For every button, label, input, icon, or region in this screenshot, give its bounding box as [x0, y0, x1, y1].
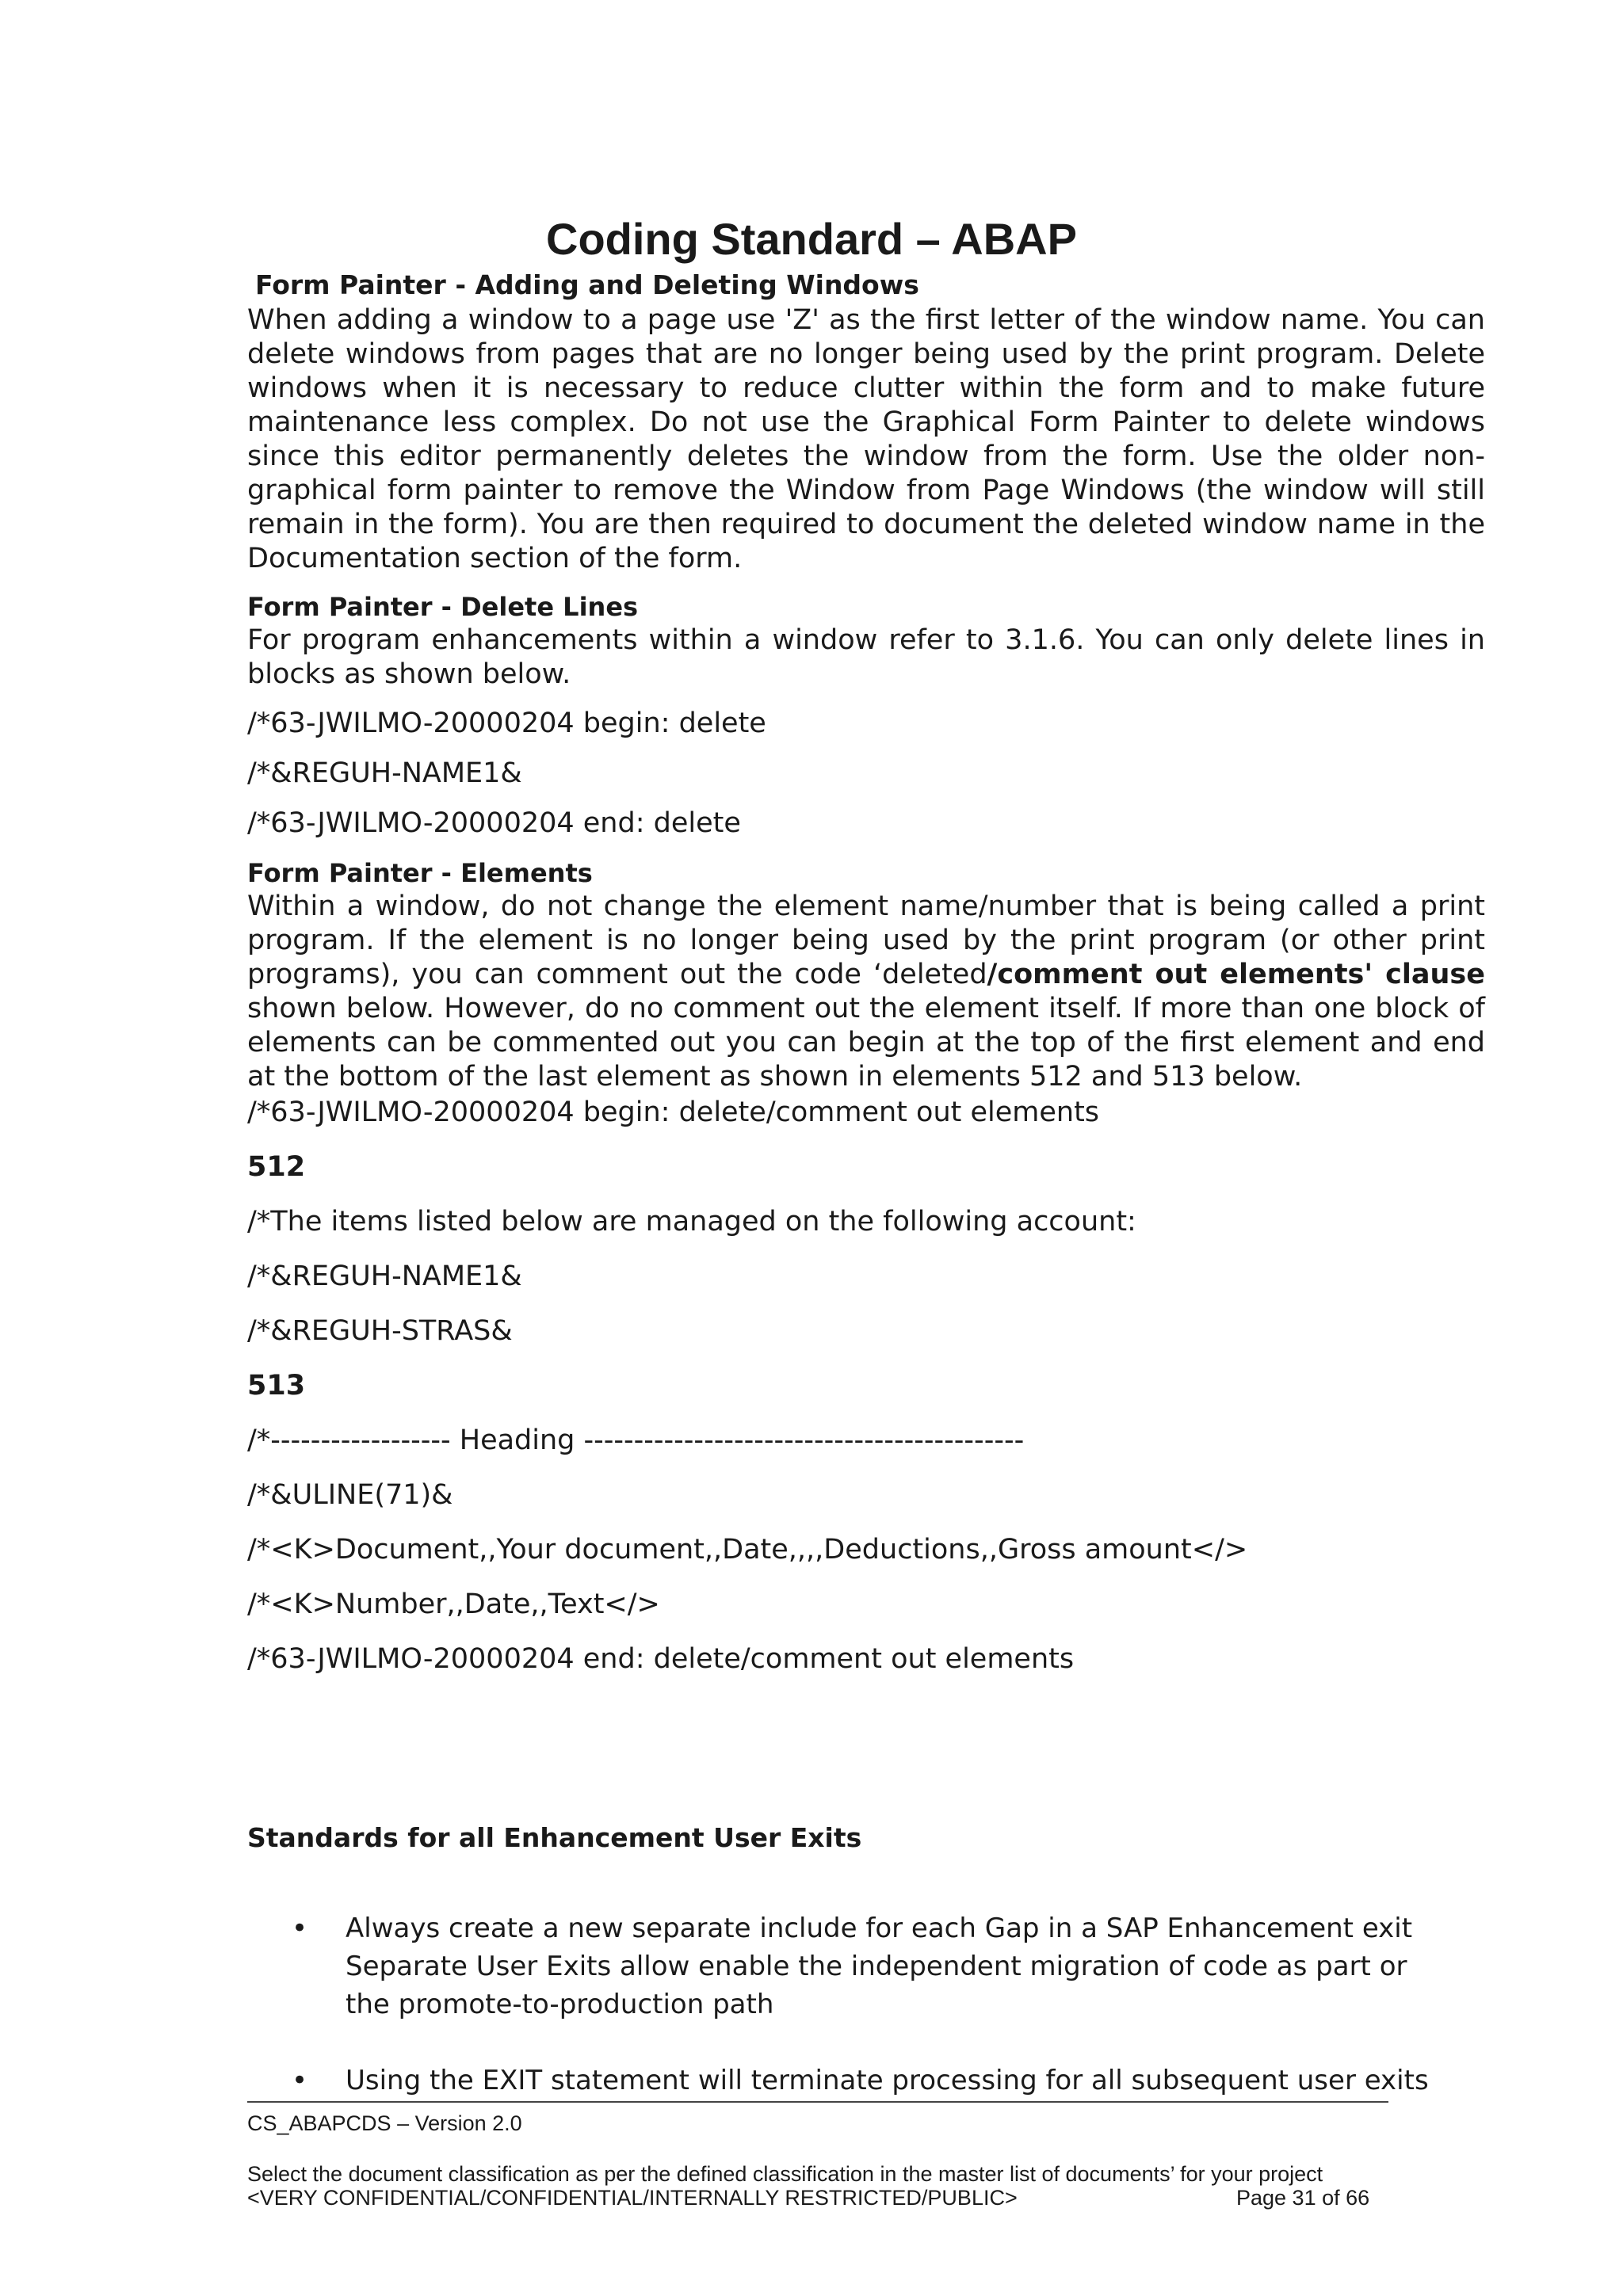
section-heading-delete-lines: Form Painter - Delete Lines: [247, 592, 639, 622]
paragraph-elements-text: Within a window, do not change the element name/number that is being called a print program. If the element is no longer being used by the print program (or other print programs), you can comment out the code ‘deleted: [247, 891, 1485, 990]
bullet-text: Always create a new separate include for each Gap in a SAP Enhancement exit Separate User Exits allow enable the independent migration of code as part or the promote-to-production path: [346, 1913, 1413, 2020]
page-title: Coding Standard – ABAP: [546, 214, 1077, 264]
section-heading-user-exits: Standards for all Enhancement User Exits: [247, 1822, 862, 1853]
bullet-item: [292, 2061, 1433, 2100]
paragraph-elements: [247, 890, 1485, 1094]
code-line: /*63-JWILMO-20000204 end: delete/comment out elements: [247, 1643, 1075, 1675]
footer-version: CS_ABAPCDS – Version 2.0: [247, 2111, 522, 2135]
paragraph-delete-lines: For program enhancements within a window refer to 3.1.6. You can only delete lines in blocks as shown below.: [247, 624, 1485, 690]
code-line: /*&REGUH-NAME1&: [247, 757, 522, 789]
bullet-item: [292, 1909, 1433, 2028]
code-line: /*&REGUH-NAME1&: [247, 1261, 522, 1292]
code-line: /*&ULINE(71)&: [247, 1479, 453, 1511]
code-line: /*The items listed below are managed on the following account:: [247, 1206, 1136, 1238]
footer-classification-note: Select the document classification as per the defined classification in the master list of documents’ for your project: [247, 2162, 1323, 2186]
code-line: /*63-JWILMO-20000204 begin: delete: [247, 707, 766, 739]
code-line: /*63-JWILMO-20000204 end: delete: [247, 807, 741, 839]
code-element-number: 512: [247, 1151, 306, 1183]
footer-classification-options: <VERY CONFIDENTIAL/CONFIDENTIAL/INTERNALLY RESTRICTED/PUBLIC>: [247, 2186, 1018, 2210]
bullet-icon: •: [292, 1913, 308, 1944]
code-element-number: 513: [247, 1370, 306, 1402]
code-line: /*------------------ Heading --------------------------------------------: [247, 1425, 1025, 1456]
code-line: /*<K>Document,,Your document,,Date,,,,Deductions,,Gross amount</>: [247, 1534, 1248, 1566]
section-heading-windows: Form Painter - Adding and Deleting Windows: [255, 269, 919, 300]
code-line: /*63-JWILMO-20000204 begin: delete/comment out elements: [247, 1097, 1100, 1128]
code-line: /*&REGUH-STRAS&: [247, 1315, 513, 1347]
paragraph-elements-text-end: shown below. However, do no comment out the element itself. If more than one block of elements can be commented out you can begin at the top of the first element and end at the bottom of the last element as shown in elements 512 and 513 below.: [247, 993, 1485, 1093]
section-heading-elements: Form Painter - Elements: [247, 858, 593, 888]
code-line: /*<K>Number,,Date,,Text</>: [247, 1589, 660, 1620]
footer-page-number: Page 31 of 66: [1236, 2186, 1370, 2210]
paragraph-windows: When adding a window to a page use 'Z' as the first letter of the window name. You can delete windows from pages that are no longer being used by the print program. Delete windows when it is necessary to reduce clutter within the form and to make future maintenance less complex. Do not use the Graphical Form Painter to delete windows since this editor permanently deletes the window from the form. Use the older non-graphical form painter to remove the Window from Page Windows (the window will still remain in the form). You are then required to document the deleted window name in the Documentation section of the form.: [247, 304, 1485, 574]
bullet-icon: •: [292, 2065, 308, 2096]
paragraph-elements-bold: /comment out elements' clause: [987, 959, 1485, 990]
footer-divider: [247, 2101, 1388, 2103]
bullet-text: Using the EXIT statement will terminate processing for all subsequent user exits: [346, 2065, 1429, 2096]
